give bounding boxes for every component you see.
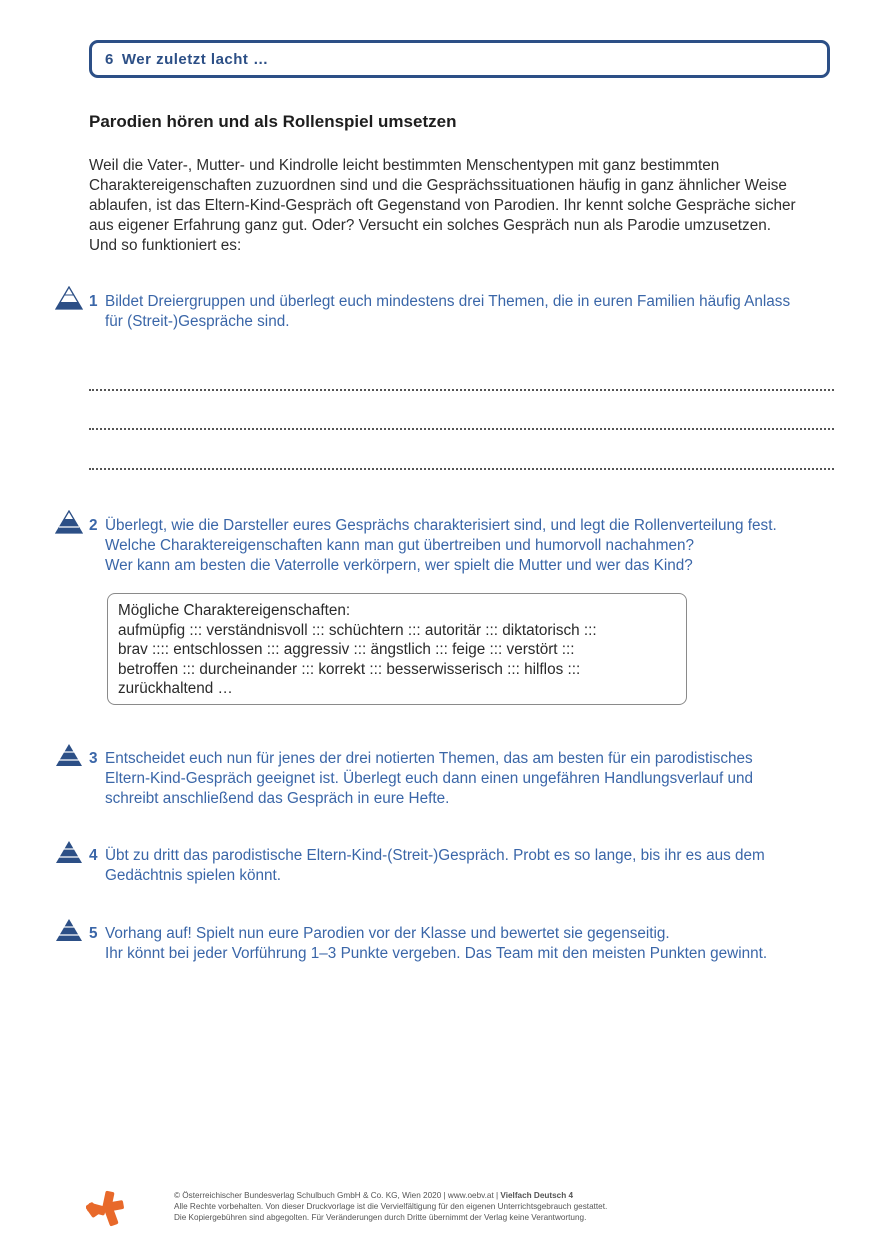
task-line: Eltern-Kind-Gespräch geeignet ist. Überlegt euch dann einen ungefähren Handlungsverlauf und	[105, 770, 753, 787]
chapter-header	[89, 40, 830, 78]
task-line: für (Streit-)Gespräche sind.	[105, 313, 290, 330]
task-line: Übt zu dritt das parodistische Eltern-Kind-(Streit-)Gespräch. Probt es so lange, bis ihr es aus dem	[105, 847, 765, 864]
task-number: 4	[89, 847, 98, 864]
intro-paragraph	[89, 156, 819, 256]
traits-box	[107, 593, 687, 705]
footer-book-title: Vielfach Deutsch 4	[500, 1191, 574, 1200]
task-line: Wer kann am besten die Vaterrolle verkörpern, wer spielt die Mutter und wer das Kind?	[105, 557, 693, 574]
task-line: Vorhang auf! Spielt nun eure Parodien vor der Klasse und bewertet sie gegenseitig.	[105, 925, 670, 942]
answer-line[interactable]	[89, 389, 834, 391]
intro-line: Charaktereigenschaften zuzuordnen sind und die Gesprächssituationen häufig in ganz ähnlicher Weise	[89, 177, 787, 194]
task-line: Gedächtnis spielen könnt.	[105, 867, 282, 884]
traits-line: brav :::: entschlossen ::: aggressiv ::: ängstlich ::: feige ::: verstört :::	[118, 641, 575, 658]
task-number: 2	[89, 517, 98, 534]
chapter-number: 6	[105, 50, 114, 68]
intro-line: Weil die Vater-, Mutter- und Kindrolle leicht bestimmten Menschentypen mit ganz bestimmten	[89, 157, 720, 174]
task-line: Welche Charaktereigenschaften kann man gut übertreiben und humorvoll nachahmen?	[105, 537, 695, 554]
difficulty-high-icon	[55, 743, 83, 767]
intro-line: ablaufen, ist das Eltern-Kind-Gespräch oft Gegenstand von Parodien. Ihr kennt solche Gespräche sicher	[89, 197, 796, 214]
difficulty-medium-icon	[55, 510, 83, 534]
section-heading: Parodien hören und als Rollenspiel umsetzen	[89, 112, 457, 131]
publisher-logo-icon	[86, 1189, 126, 1229]
footer-line3: Die Kopiergebühren sind abgegolten. Für Veränderungen durch Dritte übernimmt der Verlag keine Verantwortung.	[174, 1213, 587, 1222]
answer-line[interactable]	[89, 428, 834, 430]
traits-title: Mögliche Charaktereigenschaften:	[118, 602, 351, 619]
difficulty-high-icon	[55, 840, 83, 864]
answer-line[interactable]	[89, 468, 834, 470]
task-line: Ihr könnt bei jeder Vorführung 1–3 Punkte vergeben. Das Team mit den meisten Punkten gewinnt.	[105, 945, 768, 962]
task-line: Entscheidet euch nun für jenes der drei notierten Themen, das am besten für ein parodistisches	[105, 750, 753, 767]
traits-line: betroffen ::: durcheinander ::: korrekt ::: besserwisserisch ::: hilflos :::	[118, 660, 581, 678]
difficulty-high-icon	[55, 918, 83, 942]
intro-line: Und so funktioniert es:	[89, 237, 242, 254]
task-number: 5	[89, 925, 98, 942]
footer-line2: Alle Rechte vorbehalten. Von dieser Druckvorlage ist die Vervielfältigung für den eigenen Unterrichtsgebrauch gestattet.	[174, 1202, 608, 1211]
task-number: 1	[89, 293, 98, 310]
task-number: 3	[89, 750, 98, 767]
footer-copyright	[174, 1190, 734, 1223]
chapter-title: Wer zuletzt lacht …	[121, 50, 269, 68]
traits-line: aufmüpfig ::: verständnisvoll ::: schüchtern ::: autoritär ::: diktatorisch :::	[118, 621, 597, 639]
task-line: Überlegt, wie die Darsteller eures Gesprächs charakterisiert sind, und legt die Rollenverteilung fest.	[105, 517, 777, 534]
task-line: schreibt anschließend das Gespräch in eure Hefte.	[105, 790, 450, 807]
intro-line: aus eigener Erfahrung ganz gut. Oder? Versucht ein solches Gespräch nun als Parodie umzusetzen.	[89, 217, 771, 234]
footer-line1: © Österreichischer Bundesverlag Schulbuch GmbH & Co. KG, Wien 2020 | www.oebv.at |	[174, 1191, 501, 1200]
task-line: Bildet Dreiergruppen und überlegt euch mindestens drei Themen, die in euren Familien häufig Anlass	[105, 293, 791, 310]
difficulty-low-icon	[55, 286, 83, 310]
traits-line: zurückhaltend …	[118, 680, 233, 697]
